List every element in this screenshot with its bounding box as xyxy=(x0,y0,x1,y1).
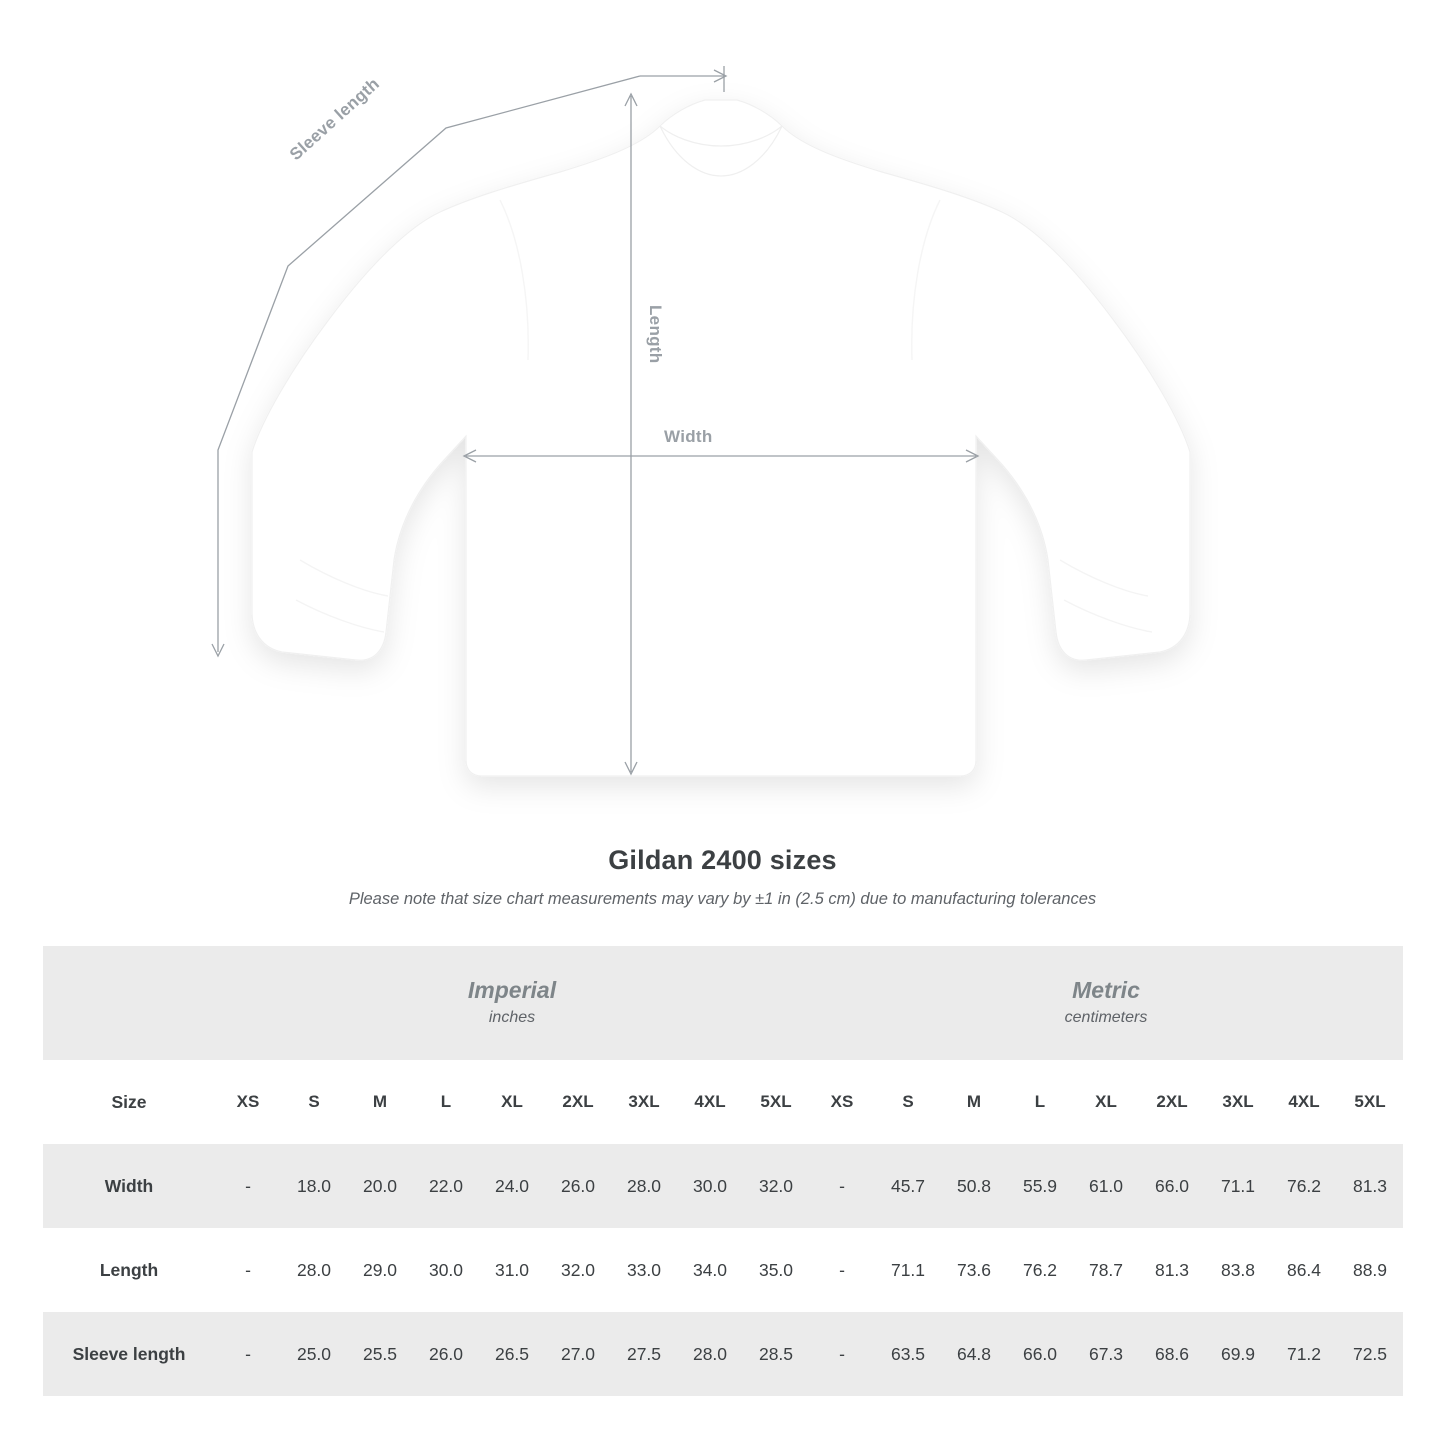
cell-width-metric-s: 45.7 xyxy=(875,1144,941,1228)
cell-length-metric-2xl: 81.3 xyxy=(1139,1228,1205,1312)
width-label: Width xyxy=(664,427,713,446)
table-row-length xyxy=(43,1228,1403,1312)
unit-group-metric-sub: centimeters xyxy=(1064,1008,1148,1026)
cell-width-imperial-2xl: 26.0 xyxy=(545,1144,611,1228)
cell-sleeve-imperial-4xl: 28.0 xyxy=(677,1312,743,1396)
cell-sleeve-imperial-2xl: 27.0 xyxy=(545,1312,611,1396)
cell-length-imperial-xl: 31.0 xyxy=(479,1228,545,1312)
table-row-sleeve-length xyxy=(43,1312,1403,1396)
col-header-metric-l: L xyxy=(1007,1060,1073,1144)
cell-length-imperial-xs: - xyxy=(215,1228,281,1312)
cell-length-metric-xl: 78.7 xyxy=(1073,1228,1139,1312)
cell-length-metric-s: 71.1 xyxy=(875,1228,941,1312)
length-label: Length xyxy=(646,305,665,364)
cell-sleeve-metric-5xl: 72.5 xyxy=(1337,1312,1403,1396)
cell-width-metric-xl: 61.0 xyxy=(1073,1144,1139,1228)
cell-length-imperial-2xl: 32.0 xyxy=(545,1228,611,1312)
cell-length-metric-4xl: 86.4 xyxy=(1271,1228,1337,1312)
cell-width-imperial-xs: - xyxy=(215,1144,281,1228)
cell-sleeve-imperial-3xl: 27.5 xyxy=(611,1312,677,1396)
cell-width-imperial-l: 22.0 xyxy=(413,1144,479,1228)
size-header: Size xyxy=(43,1060,215,1144)
col-header-imperial-5xl: 5XL xyxy=(743,1060,809,1144)
page-title: Gildan 2400 sizes xyxy=(608,845,837,875)
col-header-imperial-4xl: 4XL xyxy=(677,1060,743,1144)
col-header-metric-s: S xyxy=(875,1060,941,1144)
cell-sleeve-metric-m: 64.8 xyxy=(941,1312,1007,1396)
cell-sleeve-imperial-m: 25.5 xyxy=(347,1312,413,1396)
cell-sleeve-metric-3xl: 69.9 xyxy=(1205,1312,1271,1396)
col-header-imperial-m: M xyxy=(347,1060,413,1144)
unit-group-imperial-name: Imperial xyxy=(467,976,557,1003)
unit-spacer xyxy=(43,946,215,1060)
cell-width-metric-l: 55.9 xyxy=(1007,1144,1073,1228)
cell-length-metric-xs: - xyxy=(809,1228,875,1312)
cell-sleeve-metric-2xl: 68.6 xyxy=(1139,1312,1205,1396)
cell-sleeve-metric-s: 63.5 xyxy=(875,1312,941,1396)
cell-length-metric-5xl: 88.9 xyxy=(1337,1228,1403,1312)
cell-width-metric-4xl: 76.2 xyxy=(1271,1144,1337,1228)
shirt-shape xyxy=(252,100,1190,776)
col-header-metric-xl: XL xyxy=(1073,1060,1139,1144)
cell-sleeve-imperial-l: 26.0 xyxy=(413,1312,479,1396)
cell-length-imperial-4xl: 34.0 xyxy=(677,1228,743,1312)
unit-group-imperial-sub: inches xyxy=(488,1008,536,1026)
row-label-width: Width xyxy=(43,1144,215,1228)
cell-sleeve-imperial-xs: - xyxy=(215,1312,281,1396)
col-header-imperial-3xl: 3XL xyxy=(611,1060,677,1144)
unit-group-metric xyxy=(809,946,1403,1060)
col-header-metric-2xl: 2XL xyxy=(1139,1060,1205,1144)
size-table xyxy=(43,946,1403,1396)
cell-length-imperial-s: 28.0 xyxy=(281,1228,347,1312)
cell-sleeve-imperial-5xl: 28.5 xyxy=(743,1312,809,1396)
cell-length-imperial-l: 30.0 xyxy=(413,1228,479,1312)
title-block xyxy=(0,845,1445,909)
cell-width-metric-2xl: 66.0 xyxy=(1139,1144,1205,1228)
cell-width-metric-xs: - xyxy=(809,1144,875,1228)
cell-width-metric-m: 50.8 xyxy=(941,1144,1007,1228)
cell-width-imperial-3xl: 28.0 xyxy=(611,1144,677,1228)
col-header-imperial-l: L xyxy=(413,1060,479,1144)
cell-length-metric-3xl: 83.8 xyxy=(1205,1228,1271,1312)
col-header-metric-5xl: 5XL xyxy=(1337,1060,1403,1144)
cell-length-metric-l: 76.2 xyxy=(1007,1228,1073,1312)
col-header-metric-3xl: 3XL xyxy=(1205,1060,1271,1144)
cell-width-metric-5xl: 81.3 xyxy=(1337,1144,1403,1228)
column-header-row xyxy=(43,1060,1403,1144)
unit-header-row xyxy=(43,946,1403,1060)
cell-sleeve-metric-xl: 67.3 xyxy=(1073,1312,1139,1396)
col-header-imperial-xl: XL xyxy=(479,1060,545,1144)
cell-width-imperial-5xl: 32.0 xyxy=(743,1144,809,1228)
cell-sleeve-imperial-s: 25.0 xyxy=(281,1312,347,1396)
cell-width-imperial-s: 18.0 xyxy=(281,1144,347,1228)
col-header-metric-m: M xyxy=(941,1060,1007,1144)
sleeve-length-label: Sleeve length xyxy=(286,74,384,165)
cell-sleeve-imperial-xl: 26.5 xyxy=(479,1312,545,1396)
col-header-metric-xs: XS xyxy=(809,1060,875,1144)
cell-length-imperial-3xl: 33.0 xyxy=(611,1228,677,1312)
cell-width-metric-3xl: 71.1 xyxy=(1205,1144,1271,1228)
col-header-metric-4xl: 4XL xyxy=(1271,1060,1337,1144)
col-header-imperial-2xl: 2XL xyxy=(545,1060,611,1144)
tolerance-note: Please note that size chart measurements may vary by ±1 in (2.5 cm) due to manufacturing tolerances xyxy=(348,890,1097,908)
table-row-width xyxy=(43,1144,1403,1228)
unit-group-imperial xyxy=(215,946,809,1060)
size-table-container xyxy=(43,946,1403,1396)
cell-length-metric-m: 73.6 xyxy=(941,1228,1007,1312)
cell-sleeve-metric-l: 66.0 xyxy=(1007,1312,1073,1396)
cell-width-imperial-m: 20.0 xyxy=(347,1144,413,1228)
cell-length-imperial-5xl: 35.0 xyxy=(743,1228,809,1312)
cell-width-imperial-xl: 24.0 xyxy=(479,1144,545,1228)
unit-group-metric-name: Metric xyxy=(1072,976,1140,1003)
cell-width-imperial-4xl: 30.0 xyxy=(677,1144,743,1228)
col-header-imperial-s: S xyxy=(281,1060,347,1144)
col-header-imperial-xs: XS xyxy=(215,1060,281,1144)
cell-sleeve-metric-4xl: 71.2 xyxy=(1271,1312,1337,1396)
cell-sleeve-metric-xs: - xyxy=(809,1312,875,1396)
row-label-sleeve-length: Sleeve length xyxy=(43,1312,215,1396)
row-label-length: Length xyxy=(43,1228,215,1312)
cell-length-imperial-m: 29.0 xyxy=(347,1228,413,1312)
